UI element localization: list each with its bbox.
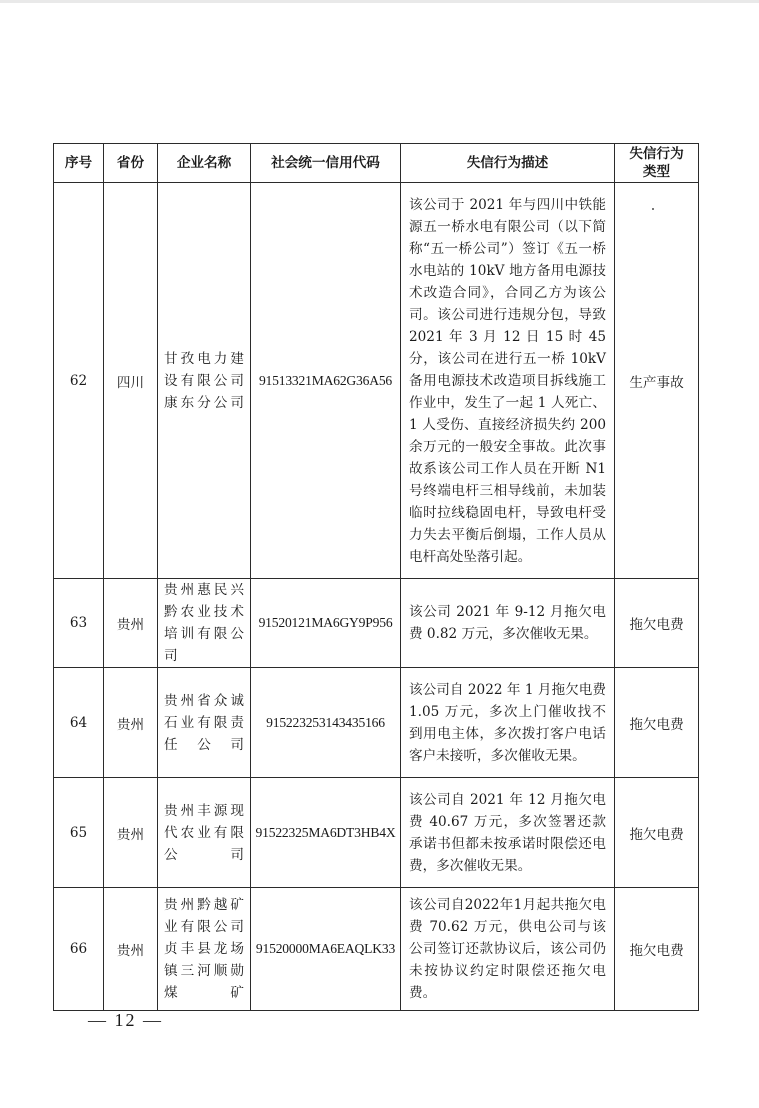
- cell-description: 该公司自2022年1月起共拖欠电费 70.62 万元，供电公司与该公司签订还款协议后，该公司仍未按协议约定时限偿还拖欠电费。: [401, 888, 615, 1011]
- cell-description: 该公司 2021 年 9-12 月拖欠电费 0.82 万元，多次催收无果。: [401, 579, 615, 668]
- header-description: 失信行为描述: [401, 144, 615, 183]
- cell-no: 65: [54, 778, 104, 888]
- table-row: [54, 778, 699, 888]
- table-row: [54, 579, 699, 668]
- cell-code: 91520000MA6EAQLK33: [251, 888, 401, 1011]
- table-header-row: [54, 144, 699, 183]
- cell-province: 贵州: [104, 579, 158, 668]
- table-row: [54, 183, 699, 579]
- header-province: 省份: [104, 144, 158, 183]
- cell-province: 贵州: [104, 888, 158, 1011]
- page-top-edge: [0, 0, 759, 3]
- cell-company: 贵州丰源现代农业有限公司: [158, 778, 251, 888]
- cell-no: 66: [54, 888, 104, 1011]
- cell-description: 该公司自 2022 年 1 月拖欠电费 1.05 万元，多次上门催收找不到用电主体，多次拨打客户电话客户未接听，多次催收无果。: [401, 668, 615, 778]
- cell-type: 拖欠电费: [615, 579, 699, 668]
- table-row: [54, 888, 699, 1011]
- cell-province: 四川: [104, 183, 158, 579]
- cell-province: 贵州: [104, 778, 158, 888]
- cell-description: 该公司自 2021 年 12 月拖欠电费 40.67 万元，多次签署还款承诺书但都未按承诺时限偿还电费，多次催收无果。: [401, 778, 615, 888]
- cell-company: 贵州惠民兴黔农业技术培训有限公司: [158, 579, 251, 668]
- cell-type: 生产事故: [615, 183, 699, 579]
- credit-table: [53, 143, 699, 1011]
- cell-company: 贵州黔越矿业有限公司贞丰县龙场镇三河顺勋煤矿: [158, 888, 251, 1011]
- cell-type: 拖欠电费: [615, 888, 699, 1011]
- cell-code: 91513321MA62G36A56: [251, 183, 401, 579]
- cell-no: 62: [54, 183, 104, 579]
- cell-code: 915223253143435166: [251, 668, 401, 778]
- header-type: 失信行为类型: [615, 144, 699, 183]
- cell-company: 甘孜电力建设有限公司康东分公司: [158, 183, 251, 579]
- cell-company: 贵州省众诚石业有限责任公司: [158, 668, 251, 778]
- page-number: — 12 —: [88, 1010, 163, 1030]
- cell-no: 63: [54, 579, 104, 668]
- cell-type: 拖欠电费: [615, 668, 699, 778]
- header-no: 序号: [54, 144, 104, 183]
- table-row: [54, 668, 699, 778]
- cell-province: 贵州: [104, 668, 158, 778]
- header-code: 社会统一信用代码: [251, 144, 401, 183]
- cell-description: 该公司于 2021 年与四川中铁能源五一桥水电有限公司（以下简称“五一桥公司”）签订《五一桥水电站的 10kV 地方备用电源技术改造合同》，合同乙方为该公司。该公司进行违规分包，导致 2021 年 3 月 12 日 15 时 45 分，该公司在进行五一桥 10kV 备用电源技术改造项目拆线施工作业中，发生了一起 1 人死亡、1 人受伤、直接经济损失约 200 余万元的一般安全事故。此次事故系该公司工作人员在开断 N1 号终端电杆三相导线前，未加装临时拉线稳固电杆，导致电杆受力失去平衡后倒塌，工作人员从电杆高处坠落引起。: [401, 183, 615, 579]
- cell-type: 拖欠电费: [615, 778, 699, 888]
- cell-code: 91520121MA6GY9P956: [251, 579, 401, 668]
- cell-code: 91522325MA6DT3HB4X: [251, 778, 401, 888]
- cell-no: 64: [54, 668, 104, 778]
- header-company: 企业名称: [158, 144, 251, 183]
